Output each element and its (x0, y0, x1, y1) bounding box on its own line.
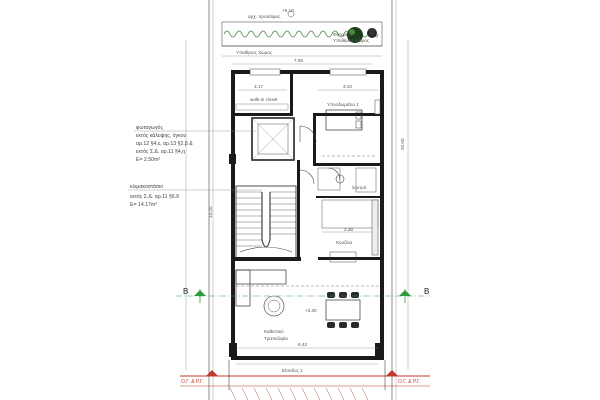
property-line-label-left: Ο.Γ. & Ρ.Γ. (181, 379, 204, 385)
light-well-area: E= 2.50m² (136, 157, 161, 163)
dining-label: Τραπεζαρία (264, 336, 288, 341)
garden-note-2: Υπαίθριος Χώρος (333, 38, 370, 43)
outdoor-space-label: Υπαίθριος Χώρος (236, 50, 273, 55)
bedroom-label: Υπνοδωμάτιο 1 (327, 102, 359, 107)
dimension-238: 2.38 (344, 227, 353, 232)
section-marker-left-icon (194, 289, 206, 303)
section-b-right-label: B (424, 287, 430, 296)
kitchen-label: Κουζίνα (336, 240, 353, 245)
stair-line-1: εκτός Σ.Δ. αρ.11 §6.6 (130, 194, 180, 200)
stair-title: κλιμακοστάσιο (130, 184, 164, 190)
light-well-line-2: αρ.12 §4,ε, αρ.13 §2.β & (136, 141, 193, 147)
property-line (180, 360, 430, 400)
dimension-side-right: 20.00 (400, 138, 405, 150)
bathroom-label: λουτρό (352, 185, 367, 190)
light-well-line-1: εκτός κάλυψης, όγκου (136, 133, 187, 139)
stair-area: E= 14.17m² (130, 202, 157, 208)
entrance-label: Είσοδος 1 (282, 368, 303, 373)
pavement-hatch (230, 388, 368, 400)
elevation-inner: +3.30 (305, 308, 317, 313)
section-b-left-label: B (183, 287, 189, 296)
bedroom-zone (236, 84, 380, 130)
staircase (236, 186, 296, 258)
living-dining (236, 270, 380, 348)
outdoor-space (222, 46, 382, 64)
garden-note-1: Φυτεμένο (333, 32, 353, 37)
dimension-side-left: 14.20 (208, 206, 213, 218)
marker-right-icon (386, 370, 398, 376)
garden-strip (222, 8, 382, 46)
elevation-top-label: +5.10 (282, 8, 294, 13)
stair-treads (236, 192, 296, 246)
light-well (252, 118, 294, 160)
bathroom (318, 156, 376, 192)
light-well-title: φωταγωγός (136, 125, 163, 131)
light-well-annotation (134, 124, 256, 163)
dimension-317: 3.17 (254, 84, 263, 89)
coffee-table-icon (264, 296, 284, 316)
section-marker-right-icon (399, 289, 411, 303)
dimension-top: 7.06 (294, 58, 303, 63)
kitchen-counter (372, 200, 378, 255)
sofa-icon (236, 270, 286, 306)
dimension-643: 6.43 (298, 342, 307, 347)
dimension-343: 3.43 (343, 84, 352, 89)
sidewalk-top-label: αρχ. προσόψεις (248, 14, 281, 19)
property-line-label-right: Ο.Γ. & Ρ.Γ. (398, 379, 421, 385)
doors (300, 126, 340, 184)
living-label: Καθιστικό (264, 329, 284, 334)
dining-table-icon (326, 292, 360, 328)
light-well-line-3: εκτός Σ.Δ. αρ.11 §4,η (136, 149, 186, 155)
stair-annotation (128, 183, 262, 208)
marker-left-icon (206, 370, 218, 376)
kitchen (322, 200, 378, 262)
walk-in-closet-label: walk-in closet (250, 97, 278, 102)
